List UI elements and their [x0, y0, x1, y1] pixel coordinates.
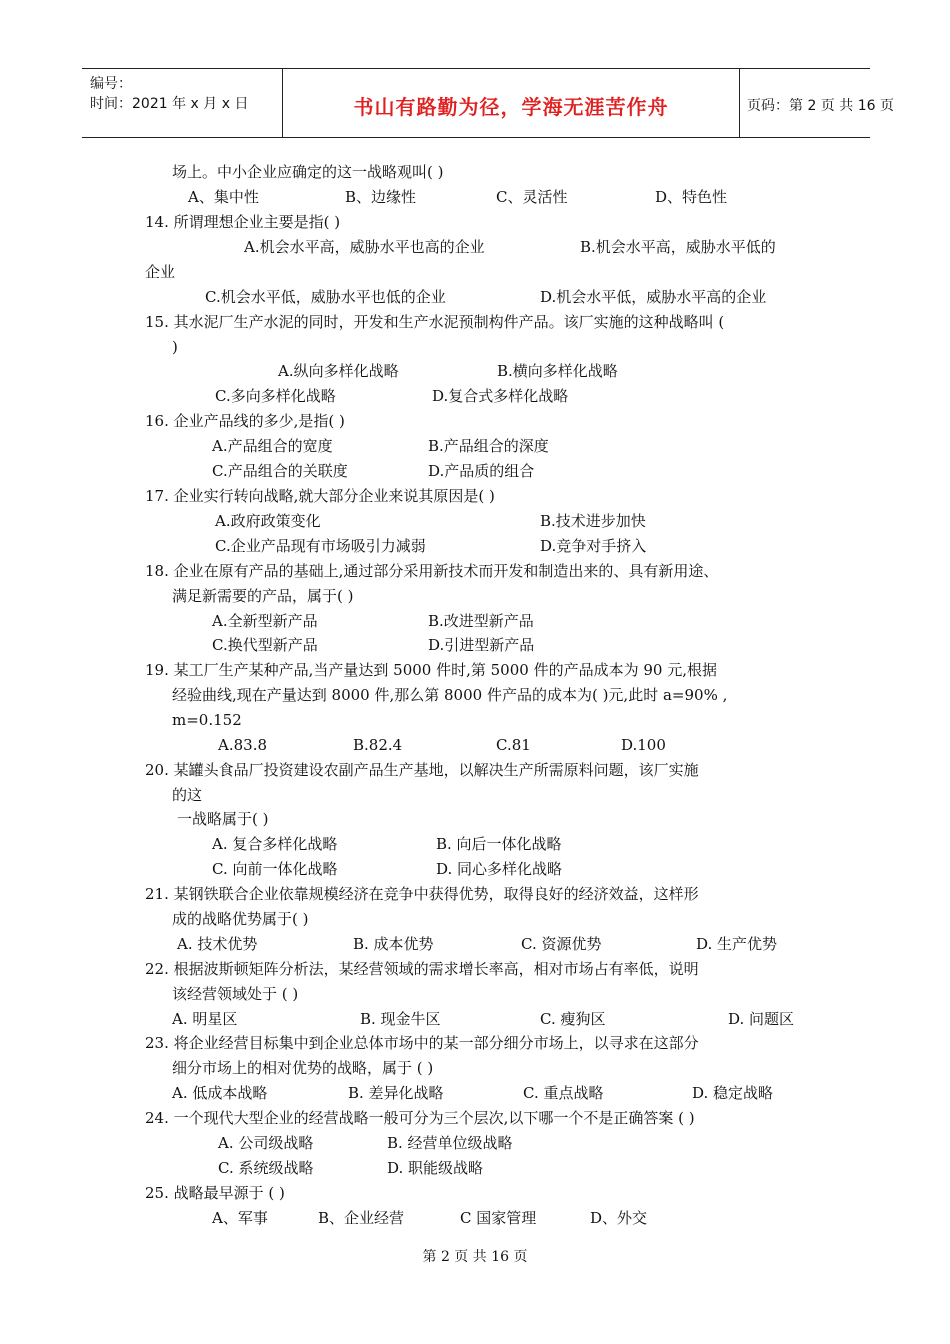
q25-option-b: B、企业经营 — [318, 1209, 405, 1227]
q24-stem: 24. 一个现代大型企业的经营战略一般可分为三个层次,以下哪一个不是正确答案 ( ) — [145, 1109, 695, 1127]
q20-stem-3: 一战略属于( ) — [177, 810, 269, 828]
q23-stem: 23. 将企业经营目标集中到企业总体市场中的某一部分细分市场上，以寻求在这部分 — [145, 1034, 699, 1052]
q25-option-d: D、外交 — [590, 1209, 648, 1227]
q18-option-d: D.引进型新产品 — [428, 636, 535, 654]
q15-stem: 15. 其水泥厂生产水泥的同时，开发和生产水泥预制构件产品。该厂实施的这种战略叫 ( — [145, 313, 725, 331]
q14-option-b: B.机会水平高，威胁水平低的 — [580, 238, 776, 256]
q16-option-a: A.产品组合的宽度 — [212, 437, 333, 455]
q24-option-a: A. 公司级战略 — [218, 1134, 314, 1152]
q17-option-c: C.企业产品现有市场吸引力减弱 — [215, 537, 426, 555]
header-info-cell — [82, 69, 282, 137]
q21-option-c: C. 资源优势 — [521, 935, 602, 953]
q23-option-b: B. 差异化战略 — [348, 1084, 444, 1102]
q13-option-c: C、灵活性 — [496, 188, 568, 206]
q23-option-d: D. 稳定战略 — [692, 1084, 774, 1102]
q23-option-c: C. 重点战略 — [523, 1084, 604, 1102]
q14-option-a: A.机会水平高，威胁水平也高的企业 — [244, 238, 485, 256]
page-header — [82, 68, 894, 138]
q15-option-a: A.纵向多样化战略 — [278, 362, 399, 380]
q17-option-a: A.政府政策变化 — [215, 512, 321, 530]
q20-stem: 20. 某罐头食品厂投资建设农副产品生产基地，以解决生产所需原料问题，该厂实施 — [145, 761, 699, 779]
time-label: 时间：2021 年 x 月 x 日 — [90, 96, 249, 112]
page-label: 页码：第 2 页 共 16 页 — [747, 98, 894, 114]
q18-option-c: C.换代型新产品 — [212, 636, 318, 654]
q21-option-a: A. 技术优势 — [177, 935, 258, 953]
q13-option-d: D、特色性 — [655, 188, 728, 206]
q16-option-c: C.产品组合的关联度 — [212, 462, 348, 480]
q15-stem-end: ) — [172, 338, 178, 356]
q19-stem: 19. 某工厂生产某种产品,当产量达到 5000 件时,第 5000 件的产品成本为 90 元,根据 — [145, 661, 717, 679]
q21-stem: 21. 某钢铁联合企业依靠规模经济在竞争中获得优势，取得良好的经济效益，这样形 — [145, 885, 699, 903]
page-footer: 第 2 页 共 16 页 — [422, 1249, 528, 1265]
q15-option-c: C.多向多样化战略 — [215, 387, 336, 405]
q19-stem-3: m=0.152 — [172, 711, 242, 729]
q23-option-a: A. 低成本战略 — [172, 1084, 268, 1102]
motto-text: 书山有路勤为径，学海无涯苦作舟 — [353, 95, 669, 119]
q20-option-a: A. 复合多样化战略 — [212, 835, 338, 853]
q22-option-b: B. 现金牛区 — [360, 1010, 441, 1028]
q14-option-b-wrap: 企业 — [145, 263, 176, 281]
q19-option-d: D.100 — [621, 736, 666, 754]
q14-option-d: D.机会水平低，威胁水平高的企业 — [540, 288, 767, 306]
q20-option-b: B. 向后一体化战略 — [436, 835, 562, 853]
q13-option-b: B、边缘性 — [345, 188, 417, 206]
q21-option-b: B. 成本优势 — [353, 935, 434, 953]
q21-option-d: D. 生产优势 — [696, 935, 778, 953]
q19-option-c: C.81 — [496, 736, 531, 754]
q14-stem: 14. 所谓理想企业主要是指( ) — [145, 213, 341, 231]
q22-option-c: C. 瘦狗区 — [540, 1010, 606, 1028]
q25-option-c: C 国家管理 — [460, 1209, 537, 1227]
header-page-cell — [739, 69, 894, 137]
q22-stem-2: 该经营领域处于 ( ) — [172, 985, 299, 1003]
q16-option-b: B.产品组合的深度 — [428, 437, 549, 455]
q21-stem-2: 成的战略优势属于( ) — [172, 910, 309, 928]
q14-option-c: C.机会水平低，威胁水平也低的企业 — [205, 288, 446, 306]
q24-option-d: D. 职能级战略 — [387, 1159, 484, 1177]
q18-stem-end: 满足新需要的产品，属于( ) — [172, 587, 354, 605]
q25-option-a: A、军事 — [212, 1209, 268, 1227]
q24-option-b: B. 经营单位级战略 — [387, 1134, 513, 1152]
q17-stem: 17. 企业实行转向战略,就大部分企业来说其原因是( ) — [145, 487, 495, 505]
q25-stem: 25. 战略最早源于 ( ) — [145, 1184, 285, 1202]
q22-stem: 22. 根据波斯顿矩阵分析法，某经营领域的需求增长率高，相对市场占有率低，说明 — [145, 960, 699, 978]
q18-option-b: B.改进型新产品 — [428, 612, 534, 630]
q18-stem: 18. 企业在原有产品的基础上,通过部分采用新技术而开发和制造出来的、具有新用途、 — [145, 562, 719, 580]
q18-option-a: A.全新型新产品 — [212, 612, 318, 630]
q20-option-d: D. 同心多样化战略 — [436, 860, 563, 878]
q13-option-a: A、集中性 — [188, 188, 259, 206]
q20-option-c: C. 向前一体化战略 — [212, 860, 338, 878]
q19-stem-2: 经验曲线,现在产量达到 8000 件,那么第 8000 件产品的成本为( )元,此时 a=90% , — [172, 686, 728, 704]
q15-option-d: D.复合式多样化战略 — [432, 387, 569, 405]
q16-stem: 16. 企业产品线的多少,是指( ) — [145, 412, 345, 430]
q16-option-d: D.产品质的组合 — [428, 462, 535, 480]
q22-option-d: D. 问题区 — [728, 1010, 795, 1028]
q17-option-b: B.技术进步加快 — [540, 512, 646, 530]
q22-option-a: A. 明星区 — [172, 1010, 238, 1028]
q23-stem-2: 细分市场上的相对优势的战略，属于 ( ) — [172, 1059, 434, 1077]
number-label: 编号： — [90, 76, 132, 92]
q13-stem-end: 场上。中小企业应确定的这一战略观叫( ) — [172, 163, 444, 181]
q20-stem-2: 的这 — [172, 786, 203, 804]
q17-option-d: D.竞争对手挤入 — [540, 537, 647, 555]
q19-option-a: A.83.8 — [218, 736, 267, 754]
q24-option-c: C. 系统级战略 — [218, 1159, 314, 1177]
header-motto-cell — [282, 69, 740, 137]
q15-option-b: B.横向多样化战略 — [497, 362, 618, 380]
q19-option-b: B.82.4 — [353, 736, 403, 754]
